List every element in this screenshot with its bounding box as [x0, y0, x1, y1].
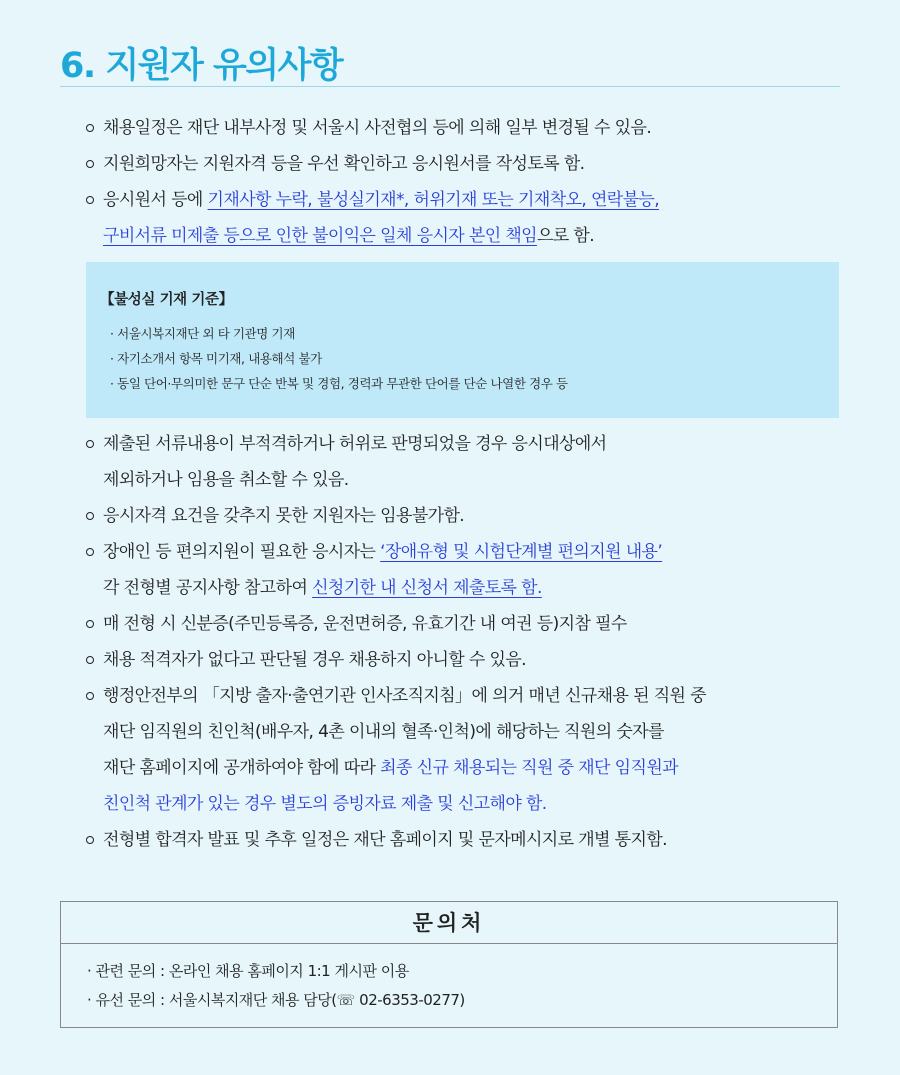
list-item-continuation — [86, 786, 873, 822]
circle-bullet-icon — [86, 440, 94, 448]
list-item: 채용일정은 재단 내부사정 및 서울시 사전협의 등에 의해 일부 변경될 수 있음. — [86, 110, 856, 146]
list-item-continuation: 재단 홈페이지에 공개하여야 함에 따라 최종 신규 채용되는 직원 중 재단 임직원과 — [103, 758, 678, 778]
list-item: 장애인 등 편의지원이 필요한 응시자는 ‘장애유형 및 시험단계별 편의지원 내용’ — [86, 534, 856, 570]
list-item: 행정안전부의 「지방 출자·출연기관 인사조직지침」에 의거 매년 신규채용 된 직원 중 — [86, 678, 856, 714]
criteria-box — [86, 262, 839, 418]
list-item: 전형별 합격자 발표 및 추후 일정은 재단 홈페이지 및 문자메시지로 개별 통지함. — [86, 822, 856, 858]
circle-bullet-icon — [86, 620, 94, 628]
contact-line: · 유선 문의 : 서울시복지재단 채용 담당(☏ 02-6353-0277) — [87, 991, 465, 1009]
emphasis-text: 신청기한 내 신청서 제출토록 함. — [312, 578, 542, 598]
criteria-line: · 자기소개서 항목 미기재, 내용해석 불가 — [110, 351, 322, 366]
circle-bullet-icon — [86, 160, 94, 168]
circle-bullet-icon — [86, 836, 94, 844]
title-divider — [60, 86, 840, 87]
list-item: 응시원서 등에 기재사항 누락, 불성실기재*, 허위기재 또는 기재착오, 연락불능, — [86, 182, 856, 218]
list-item: 제출된 서류내용이 부적격하거나 허위로 판명되었을 경우 응시대상에서 — [86, 426, 856, 462]
emphasis-text: ‘장애유형 및 시험단계별 편의지원 내용’ — [380, 542, 663, 562]
list-item-continuation: 구비서류 미제출 등으로 인한 불이익은 일체 응시자 본인 책임으로 함. — [103, 226, 595, 246]
contact-box — [60, 901, 838, 1028]
criteria-heading: 【불성실 기재 기준】 — [100, 292, 233, 308]
emphasis-text: 최종 신규 채용되는 직원 중 재단 임직원과 — [380, 758, 678, 778]
emphasis-text: 구비서류 미제출 등으로 인한 불이익은 일체 응시자 본인 책임 — [103, 226, 537, 246]
circle-bullet-icon — [86, 196, 94, 204]
contact-heading: 문의처 — [61, 902, 837, 944]
list-item: 지원희망자는 지원자격 등을 우선 확인하고 응시원서를 작성토록 함. — [86, 146, 856, 182]
criteria-line: · 동일 단어·무의미한 문구 단순 반복 및 경험, 경력과 무관한 단어를 단순 나열한 경우 등 — [110, 376, 568, 391]
list-item: 매 전형 시 신분증(주민등록증, 운전면허증, 유효기간 내 여권 등)지참 필수 — [86, 606, 856, 642]
circle-bullet-icon — [86, 656, 94, 664]
contact-line: · 관련 문의 : 온라인 채용 홈페이지 1:1 게시판 이용 — [87, 962, 409, 980]
list-item: 응시자격 요건을 갖추지 못한 지원자는 임용불가함. — [86, 498, 856, 534]
circle-bullet-icon — [86, 124, 94, 132]
section-title: 6. 지원자 유의사항 — [60, 46, 343, 86]
criteria-line: · 서울시복지재단 외 타 기관명 기재 — [110, 326, 295, 341]
emphasis-text: 기재사항 누락, 불성실기재*, 허위기재 또는 기재착오, 연락불능, — [207, 190, 660, 210]
circle-bullet-icon — [86, 512, 94, 520]
circle-bullet-icon — [86, 548, 94, 556]
emphasis-text: 친인척 관계가 있는 경우 별도의 증빙자료 제출 및 신고해야 함. — [103, 794, 547, 814]
list-item-continuation: 제외하거나 임용을 취소할 수 있음. — [103, 470, 349, 490]
list-item-continuation: 각 전형별 공지사항 참고하여 신청기한 내 신청서 제출토록 함. — [103, 578, 542, 598]
list-item: 채용 적격자가 없다고 판단될 경우 채용하지 아니할 수 있음. — [86, 642, 856, 678]
circle-bullet-icon — [86, 692, 94, 700]
list-item-continuation: 재단 임직원의 친인척(배우자, 4촌 이내의 혈족·인척)에 해당하는 직원의 숫자를 — [103, 722, 664, 742]
